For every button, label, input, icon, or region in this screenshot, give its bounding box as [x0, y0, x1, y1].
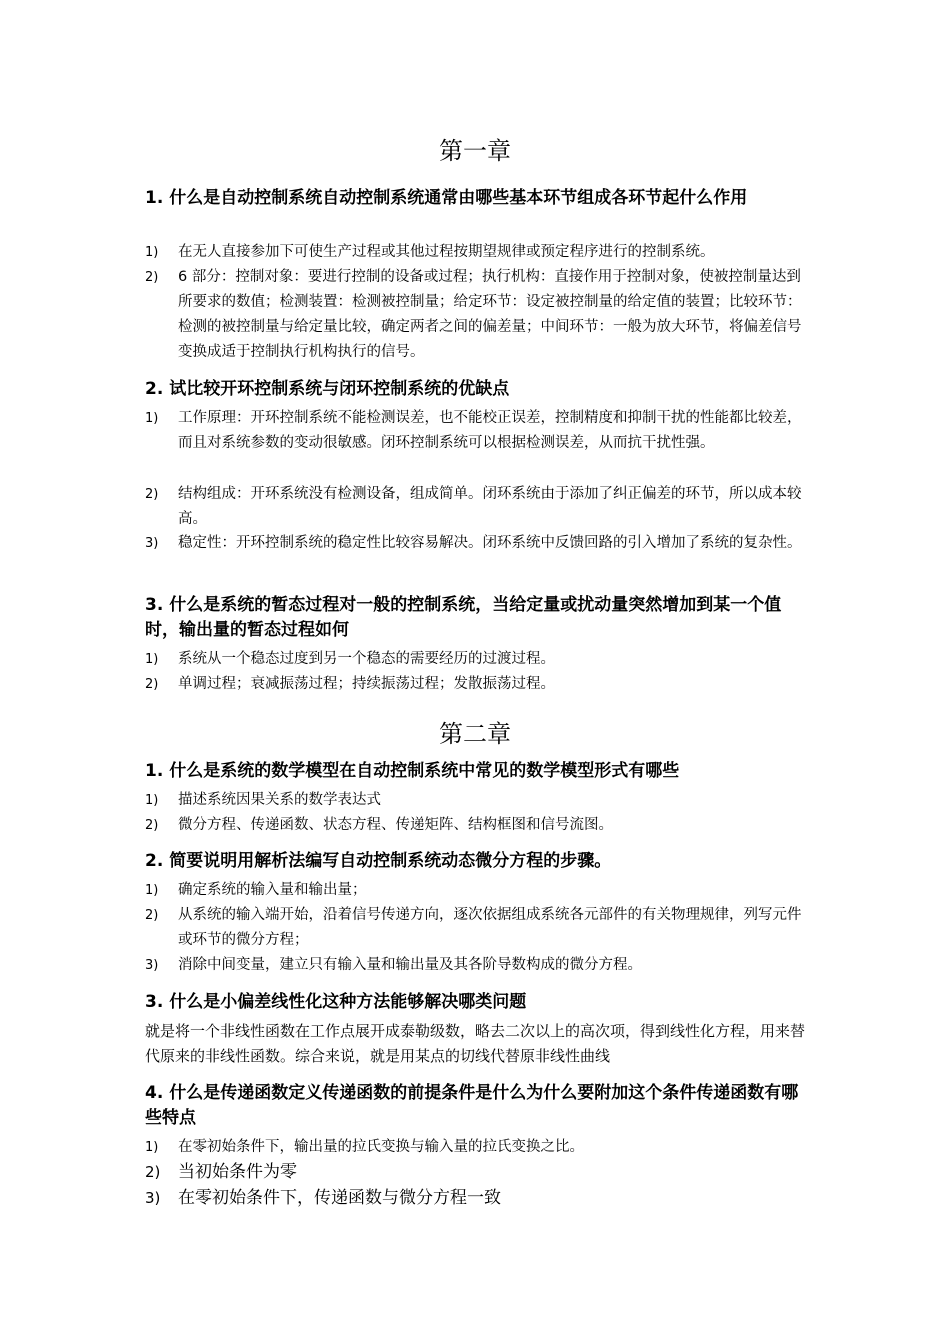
ch2-q2-item-2: [145, 903, 815, 953]
ch2-q1-item-1: [145, 788, 815, 813]
item-text: 结构组成：开环系统没有检测设备，组成简单。闭环系统由于添加了纠正偏差的环节，所以成本较高。: [178, 486, 802, 527]
item-number: 1): [145, 411, 159, 426]
ch2-question-4: 4. 什么是传递函数定义传递函数的前提条件是什么为什么要附加这个条件传递函数有哪些特点: [145, 1083, 799, 1128]
chapter-2-title: 第二章: [439, 720, 511, 748]
ch2-q4-item-1: [145, 1135, 815, 1160]
item-text: 确定系统的输入量和输出量；: [178, 882, 367, 898]
item-text: 消除中间变量，建立只有输入量和输出量及其各阶导数构成的微分方程。: [178, 957, 642, 973]
item-number: 3): [145, 958, 159, 973]
item-text: 微分方程、传递函数、状态方程、传递矩阵、结构框图和信号流图。: [178, 817, 613, 833]
item-text: 在无人直接参加下可使生产过程或其他过程按期望规律或预定程序进行的控制系统。: [178, 244, 715, 260]
ch1-q2-item-1: [145, 406, 815, 456]
ch1-q1-item-2: [145, 265, 815, 365]
item-text: 工作原理：开环控制系统不能检测误差，也不能校正误差，控制精度和抑制干扰的性能都比较差，而且对系统参数的变动很敏感。闭环控制系统可以根据检测误差，从而抗干扰性强。: [178, 410, 802, 451]
item-text: 稳定性：开环控制系统的稳定性比较容易解决。闭环系统中反馈回路的引入增加了系统的复杂性。: [178, 535, 802, 551]
ch1-question-1: 1. 什么是自动控制系统自动控制系统通常由哪些基本环节组成各环节起什么作用: [145, 188, 748, 208]
item-number: 2): [145, 270, 159, 285]
item-text: 从系统的输入端开始，沿着信号传递方向，逐次依据组成系统各元部件的有关物理规律，列写元件或环节的微分方程；: [178, 907, 802, 948]
item-text: 描述系统因果关系的数学表达式: [178, 792, 381, 808]
item-number: 2): [145, 908, 159, 923]
item-text: 单调过程；衰减振荡过程；持续振荡过程；发散振荡过程。: [178, 676, 555, 692]
item-number: 3): [145, 1189, 161, 1207]
item-number: 1): [145, 793, 159, 808]
ch2-q4-item-3: [145, 1185, 815, 1211]
item-text: 在零初始条件下，输出量的拉氏变换与输入量的拉氏变换之比。: [178, 1139, 584, 1155]
item-number: 1): [145, 652, 159, 667]
item-text: 6 部分：控制对象：要进行控制的设备或过程；执行机构：直接作用于控制对象，使被控制量达到所要求的数值；检测装置：检测被控制量；给定环节：设定被控制量的给定值的装置；比较环节：检测的被控制量与给定量比较，确定两者之间的偏差量；中间环节：一般为放大环节，将偏差信号变换成适于控制执行机构执行的信号。: [178, 269, 802, 360]
item-number: 1): [145, 1140, 159, 1155]
item-number: 1): [145, 883, 159, 898]
item-text: 系统从一个稳态过度到另一个稳态的需要经历的过渡过程。: [178, 651, 555, 667]
item-number: 2): [145, 818, 159, 833]
ch1-q3-item-2: [145, 672, 815, 697]
ch2-q4-item-2: [145, 1159, 815, 1185]
ch2-q1-item-2: [145, 813, 815, 838]
ch1-question-3: 3. 什么是系统的暂态过程对一般的控制系统，当给定量或扰动量突然增加到某一个值时，输出量的暂态过程如何: [145, 595, 782, 640]
item-text: 当初始条件为零: [178, 1162, 297, 1182]
item-text: 在零初始条件下，传递函数与微分方程一致: [178, 1188, 501, 1208]
ch1-question-2: 2. 试比较开环控制系统与闭环控制系统的优缺点: [145, 379, 510, 399]
ch1-q1-item-1: [145, 240, 815, 265]
ch1-q2-item-2: [145, 482, 815, 532]
ch1-q2-item-3: [145, 531, 815, 556]
ch2-q2-item-1: [145, 878, 815, 903]
item-number: 3): [145, 536, 159, 551]
chapter-1-title: 第一章: [439, 137, 511, 165]
ch2-question-2: 2. 简要说明用解析法编写自动控制系统动态微分方程的步骤。: [145, 851, 612, 871]
ch2-q2-item-3: [145, 953, 815, 978]
ch1-q3-item-1: [145, 647, 815, 672]
item-number: 2): [145, 487, 159, 502]
item-number: 1): [145, 245, 159, 260]
ch2-question-1: 1. 什么是系统的数学模型在自动控制系统中常见的数学模型形式有哪些: [145, 761, 680, 781]
ch2-question-3: 3. 什么是小偏差线性化这种方法能够解决哪类问题: [145, 992, 527, 1012]
ch2-q3-answer: 就是将一个非线性函数在工作点展开成泰勒级数，略去二次以上的高次项，得到线性化方程，用来替代原来的非线性函数。综合来说，就是用某点的切线代替原非线性曲线: [145, 1022, 806, 1065]
item-number: 2): [145, 677, 159, 692]
item-number: 2): [145, 1163, 161, 1181]
